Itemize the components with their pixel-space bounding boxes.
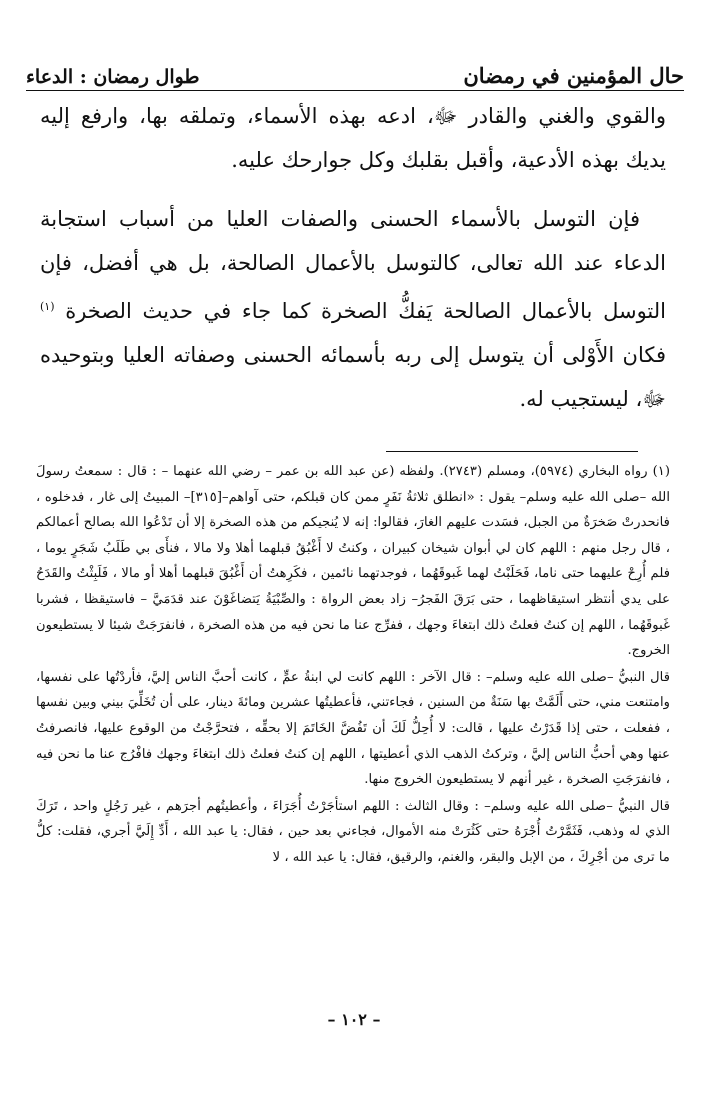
footnote-paragraph-3: قال النبيُّ –صلى الله عليه وسلم– : وقال الثالث : اللهم استأجَرْتُ أُجَرَاءَ ، وأعطيتُهم أجرَهم ، غير رَجُلٍ واحد ، تَرَكَ الذي له وذهب، فَثَمَّرْتُ أُجْرَهُ حتى كَثُرَتْ منه الأموال، فجاءني بعد حين ، فقال: يا عبد الله ، أَدِّ إِلَيَّ أجري، فقلت: كلُّ ما ترى من أجْرِكَ ، من الإبل والبقر، والغنم، والرقيق، فقال: يا عبد الله ، لا [36,798,670,865]
paragraph-2 [40,197,666,421]
page-number: – ١٠٢ – [327,1010,381,1029]
paragraph-1: والقوي والغني والقادر ﷻ، ادعه بهذه الأسماء، وتملقه بها، وارفع إليه يديك بهذه الأدعية، وأقبل بقلبك وكل جوارحك عليه. [40,104,666,172]
paragraph-2-start: فإن التوسل بالأسماء الحسنى والصفات العليا من أسباب استجابة الدعاء عند الله تعالى، كالتوسل بالأعمال الصالحة، بل هي أفضل، فإن التوسل بالأعمال الصالحة يَفكُّ الصخرة كما جاء في حديث الصخرة [40,207,666,323]
main-text [40,94,666,421]
chapter-title: طوال رمضان : الدعاء [26,66,200,88]
footnote-paragraph-2: قال النبيُّ –صلى الله عليه وسلم– : قال الآخر : اللهم كانت لي ابنةُ عمٍّ ، كانت أحبَّ الناس إليَّ، فأردْتُها على نفسها، وامتنعت مني، حتى أَلَمَّتْ بها سَنَةٌ من السنين ، فجاءتني، فأعطيتُها عشرين ومائةَ دينار، على أن تُخَلِّيَ بيني وبين نفسها ، ففعلت ، حتى إذا قَدَرْتُ عليها ، قالت: لا أُحِلُّ لَكَ أن تَفُضَّ الخَاتَمَ إلا بحقِّه ، فتحرَّجْتُ من الوقوع عليها، فانصرفتُ عنها وهي أحبُّ الناس إليَّ ، وتركتُ الذهب الذي أعطيتها ، اللهم إن كنتُ فعلتُ ذلك ابتغاءَ وجهك فافْرُج عنا ما نحن فيه ، فانفرَجَتِ الصخرة ، غير أنهم لا يستطيعون الخروج منها. [36,669,670,788]
footnote-reference[interactable]: (١) [40,300,55,313]
footnotes [36,459,670,871]
footnote-paragraph-1: (١) رواه البخاري (٥٩٧٤)، ومسلم (٢٧٤٣). ولفظه (عن عبد الله بن عمر – رضي الله عنهما – : قال : سمعتُ رسولَ الله –صلى الله عليه وسلم– يقول : «انطلق ثلاثةُ نَفَرٍ ممن كان قبلكم، حتى آواهم–[٣١٥]– المبيتُ إلى غار ، فدخلوه ، فانحدرتْ صَخرَةٌ من الجبل، فسَدت عليهم الغارَ، فقالوا: إنه لا يُنجيكم من هذه الصخرة إلا أن تَدْعُوا الله بصالح أعمالكم ، قال رجل منهم : اللهم كان لي أبوان شيخان كبيران ، وكنتُ لا أَغْبُقُ قبلهما أهلا ولا مالا ، فنأَى بي طَلَبُ شَجَرٍ يوما ، فلم أُرِحْ عليهما حتى ناما، فَحَلَبْتُ لهما غَبوقَهُما ، فوجدتهما نائمين ، فكَرِهتُ أن أَغْبُقَ قبلهما أهلا أو مالا ، فَلَبِثْتُ والقَدَحُ على يدي أنتظر استيقاظهما ، حتى بَرَقَ الفَجرُ– زاد بعض الرواة : والصِّبْيَةُ يَتضاغَوْنَ عند قدَمَيَّ – فاستيقظا ، فشربا غَبوقَهُما ، اللهم إن كنتُ فعلتُ ذلك ابتغاءَ وجهك ، ففرِّج عنا ما نحن فيه من هذه الصخرة ، فانفرَجَتْ شيئا لا يستطيعون الخروج. [36,464,670,659]
book-title: حال المؤمنين في رمضان [463,63,684,88]
paragraph-2-end: فكان الأَوْلى أن يتوسل إلى ربه بأسمائه الحسنى وصفاته العليا وبتوحيده ﷻ، ليستجيب له. [40,343,666,411]
running-header [26,54,684,88]
footnote-divider [386,451,638,452]
header-divider [26,90,684,91]
